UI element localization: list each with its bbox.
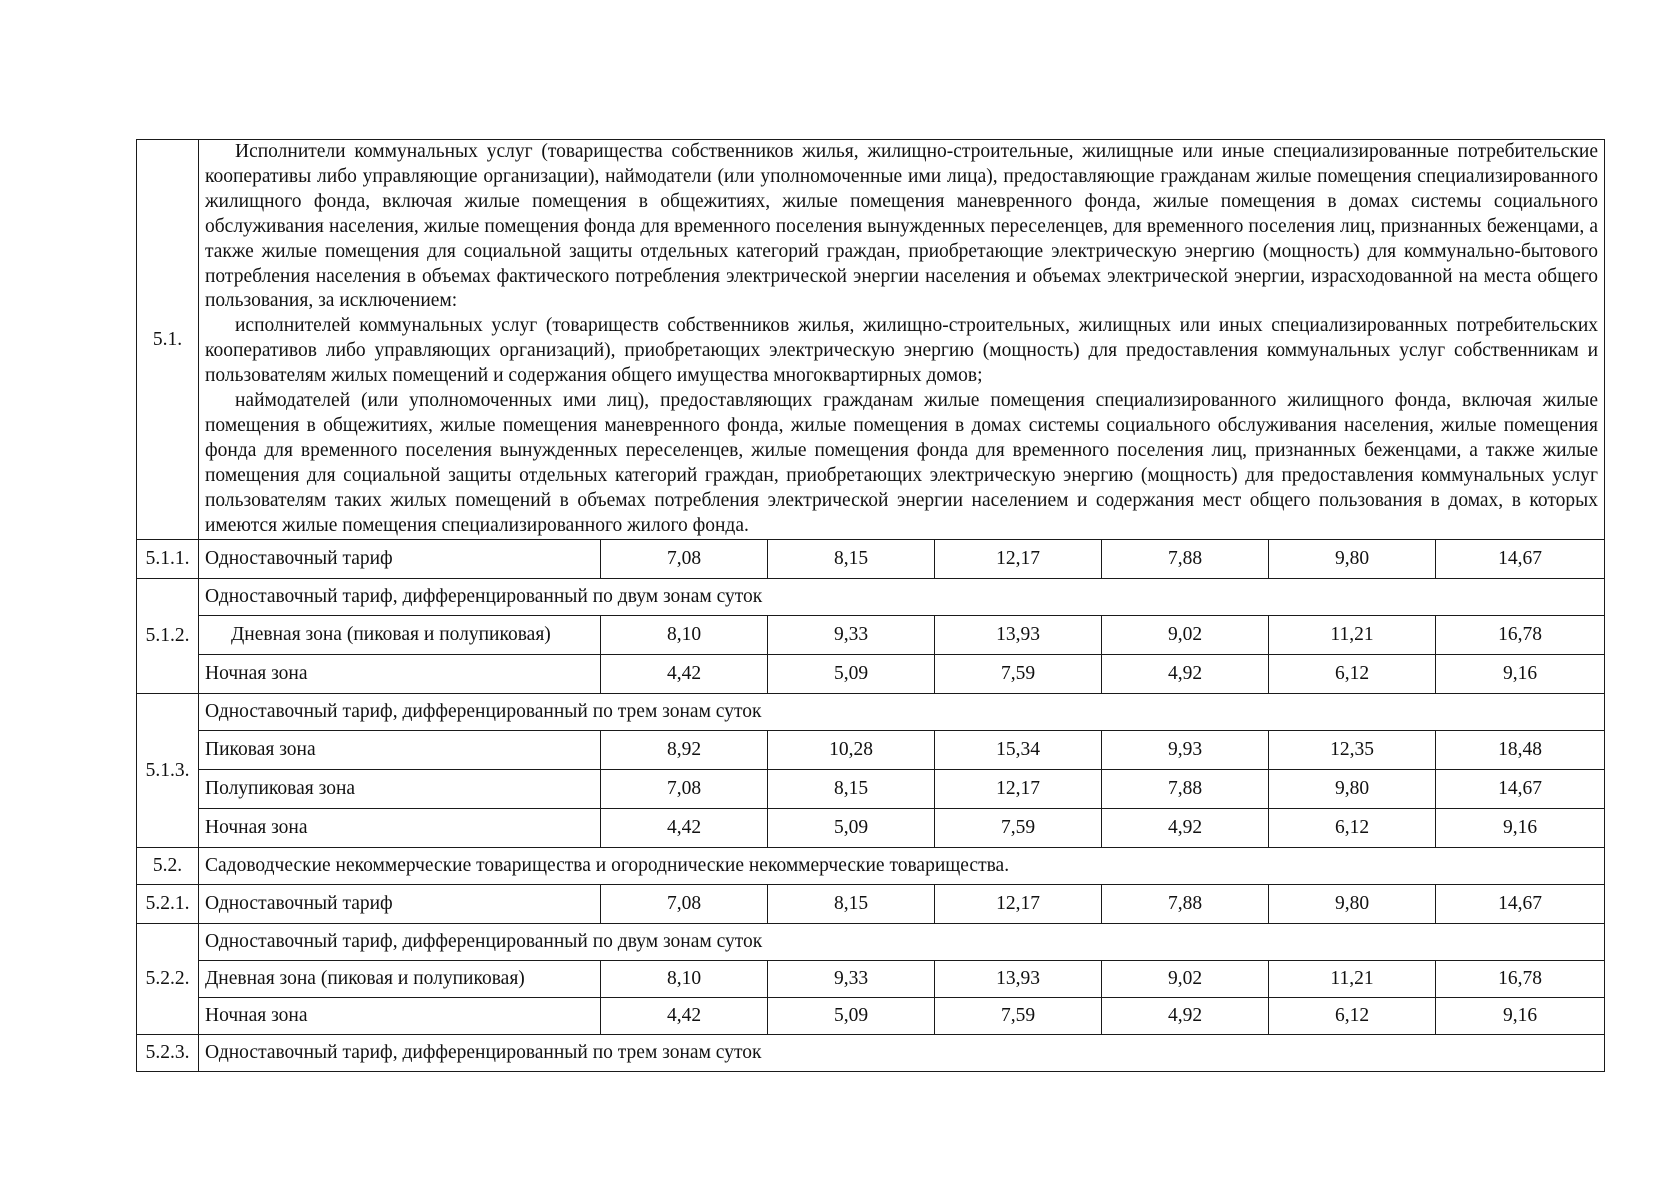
row-number: 5.1.2.: [137, 578, 199, 693]
section-description: [199, 140, 1605, 540]
tariff-value: 5,09: [768, 654, 935, 693]
tariff-value: 5,09: [768, 997, 935, 1034]
tariff-value: 4,42: [601, 808, 768, 847]
tariff-value: 11,21: [1269, 615, 1436, 654]
tariff-value: 7,08: [601, 539, 768, 578]
tariff-value: 9,33: [768, 960, 935, 997]
row-number: 5.2.: [137, 847, 199, 884]
tariff-value: 4,42: [601, 654, 768, 693]
tariff-value: 16,78: [1436, 960, 1605, 997]
row-label: Садоводческие некоммерческие товарищества и огороднические некоммерческие товарищества.: [199, 847, 1605, 884]
tariff-value: 9,16: [1436, 997, 1605, 1034]
zone-label: Полупиковая зона: [199, 769, 601, 808]
tariff-value: 15,34: [935, 730, 1102, 769]
tariff-value: 4,92: [1102, 654, 1269, 693]
tariff-value: 9,16: [1436, 808, 1605, 847]
tariff-value: 13,93: [935, 615, 1102, 654]
tariff-value: 10,28: [768, 730, 935, 769]
table-row: [137, 769, 1605, 808]
tariff-value: 8,15: [768, 884, 935, 923]
tariff-value: 16,78: [1436, 615, 1605, 654]
tariff-value: 9,33: [768, 615, 935, 654]
row-number: 5.1.1.: [137, 539, 199, 578]
table-row: [137, 923, 1605, 960]
row-number: 5.2.2.: [137, 923, 199, 1034]
tariff-value: 8,15: [768, 769, 935, 808]
tariff-value: 6,12: [1269, 997, 1436, 1034]
tariff-value: 4,92: [1102, 808, 1269, 847]
tariff-value: 8,10: [601, 615, 768, 654]
table-row: [137, 615, 1605, 654]
row-label: Одноставочный тариф: [199, 884, 601, 923]
tariff-value: 12,17: [935, 539, 1102, 578]
tariff-value: 7,88: [1102, 539, 1269, 578]
table-row: [137, 884, 1605, 923]
table-row: [137, 960, 1605, 997]
zone-label: Пиковая зона: [199, 730, 601, 769]
table-row: [137, 997, 1605, 1034]
tariff-value: 9,80: [1269, 539, 1436, 578]
tariff-value: 18,48: [1436, 730, 1605, 769]
tariff-value: 9,02: [1102, 960, 1269, 997]
tariff-value: 14,67: [1436, 884, 1605, 923]
row-label: Одноставочный тариф: [199, 539, 601, 578]
tariff-value: 14,67: [1436, 769, 1605, 808]
tariff-value: 4,92: [1102, 997, 1269, 1034]
row-number: 5.1.: [137, 140, 199, 540]
zone-label: Ночная зона: [199, 654, 601, 693]
tariff-value: 6,12: [1269, 808, 1436, 847]
tariff-value: 7,88: [1102, 884, 1269, 923]
tariff-value: 8,15: [768, 539, 935, 578]
table-row: [137, 578, 1605, 615]
row-number: 5.1.3.: [137, 693, 199, 847]
tariff-value: 8,92: [601, 730, 768, 769]
table-row: [137, 539, 1605, 578]
zone-label: Дневная зона (пиковая и полупиковая): [199, 615, 601, 654]
paragraph: Исполнители коммунальных услуг (товарищества собственников жилья, жилищно-строительные, жилищные или иные специализированные потребительские кооперативы либо управляющие организации), наймодатели (или уполномоченные ими лица), предоставляющие гражданам жилые помещения специализированного жилищного фонда, включая жилые помещения в общежитиях, жилые помещения маневренного фонда, жилые помещения в домах системы социального обслуживания населения, жилые помещения фонда для временного поселения вынужденных переселенцев, для временного поселения лиц, признанных беженцами, а также жилые помещения для социальной защиты отдельных категорий граждан, приобретающие электрическую энергию (мощность) для коммунально-бытового потребления населения в объемах фактического потребления электрической энергии населения и объемах электрической энергии, израсходованной на места общего пользования, за исключением:: [205, 141, 1599, 312]
tariff-value: 7,88: [1102, 769, 1269, 808]
zone-label: Дневная зона (пиковая и полупиковая): [199, 960, 601, 997]
row-number: 5.2.1.: [137, 884, 199, 923]
tariff-value: 7,59: [935, 654, 1102, 693]
tariff-value: 14,67: [1436, 539, 1605, 578]
tariff-value: 7,08: [601, 884, 768, 923]
tariff-value: 12,17: [935, 884, 1102, 923]
row-label: Одноставочный тариф, дифференцированный по трем зонам суток: [199, 1034, 1605, 1071]
tariff-value: 13,93: [935, 960, 1102, 997]
tariff-value: 5,09: [768, 808, 935, 847]
zone-label: Ночная зона: [199, 808, 601, 847]
tariff-value: 7,59: [935, 997, 1102, 1034]
tariff-value: 8,10: [601, 960, 768, 997]
table-row: [137, 730, 1605, 769]
row-number: 5.2.3.: [137, 1034, 199, 1071]
tariff-value: 9,80: [1269, 769, 1436, 808]
table-row: [137, 693, 1605, 730]
table-row: [137, 808, 1605, 847]
tariff-value: 9,16: [1436, 654, 1605, 693]
tariff-value: 12,35: [1269, 730, 1436, 769]
zone-label: Ночная зона: [199, 997, 601, 1034]
tariff-value: 9,80: [1269, 884, 1436, 923]
tariff-value: 7,08: [601, 769, 768, 808]
tariff-value: 9,93: [1102, 730, 1269, 769]
tariff-value: 11,21: [1269, 960, 1436, 997]
row-label: Одноставочный тариф, дифференцированный по двум зонам суток: [199, 923, 1605, 960]
table-row: [137, 1034, 1605, 1071]
tariff-value: 12,17: [935, 769, 1102, 808]
tariff-value: 4,42: [601, 997, 768, 1034]
table-row: [137, 654, 1605, 693]
paragraph: исполнителей коммунальных услуг (товариществ собственников жилья, жилищно-строительных, жилищных или иных специализированных потребительских кооперативов либо управляющих организаций), приобретающих электрическую энергию (мощность) для предоставления коммунальных услуг собственникам и пользователям жилых помещений и содержания общего имущества многоквартирных домов;: [205, 315, 1599, 387]
tariff-value: 6,12: [1269, 654, 1436, 693]
section-row-5-1: [137, 140, 1605, 540]
row-label: Одноставочный тариф, дифференцированный по трем зонам суток: [199, 693, 1605, 730]
section-row-5-2: [137, 847, 1605, 884]
tariff-table: [136, 139, 1605, 1072]
tariff-value: 9,02: [1102, 615, 1269, 654]
tariff-value: 7,59: [935, 808, 1102, 847]
row-label: Одноставочный тариф, дифференцированный по двум зонам суток: [199, 578, 1605, 615]
paragraph: наймодателей (или уполномоченных ими лиц), предоставляющих гражданам жилые помещения специализированного жилищного фонда, включая жилые помещения в общежитиях, жилые помещения маневренного фонда, жилые помещения в домах системы социального обслуживания населения, жилые помещения фонда для временного поселения вынужденных переселенцев, жилые помещения фонда для временного поселения лиц, признанных беженцами, а также жилые помещения для социальной защиты отдельных категорий граждан, приобретающих электрическую энергию (мощность) для предоставления коммунальных услуг пользователям таких жилых помещений в объемах потребления электрической энергии населением и содержания мест общего пользования в домах, в которых имеются жилые помещения специализированного жилого фонда.: [205, 390, 1599, 536]
